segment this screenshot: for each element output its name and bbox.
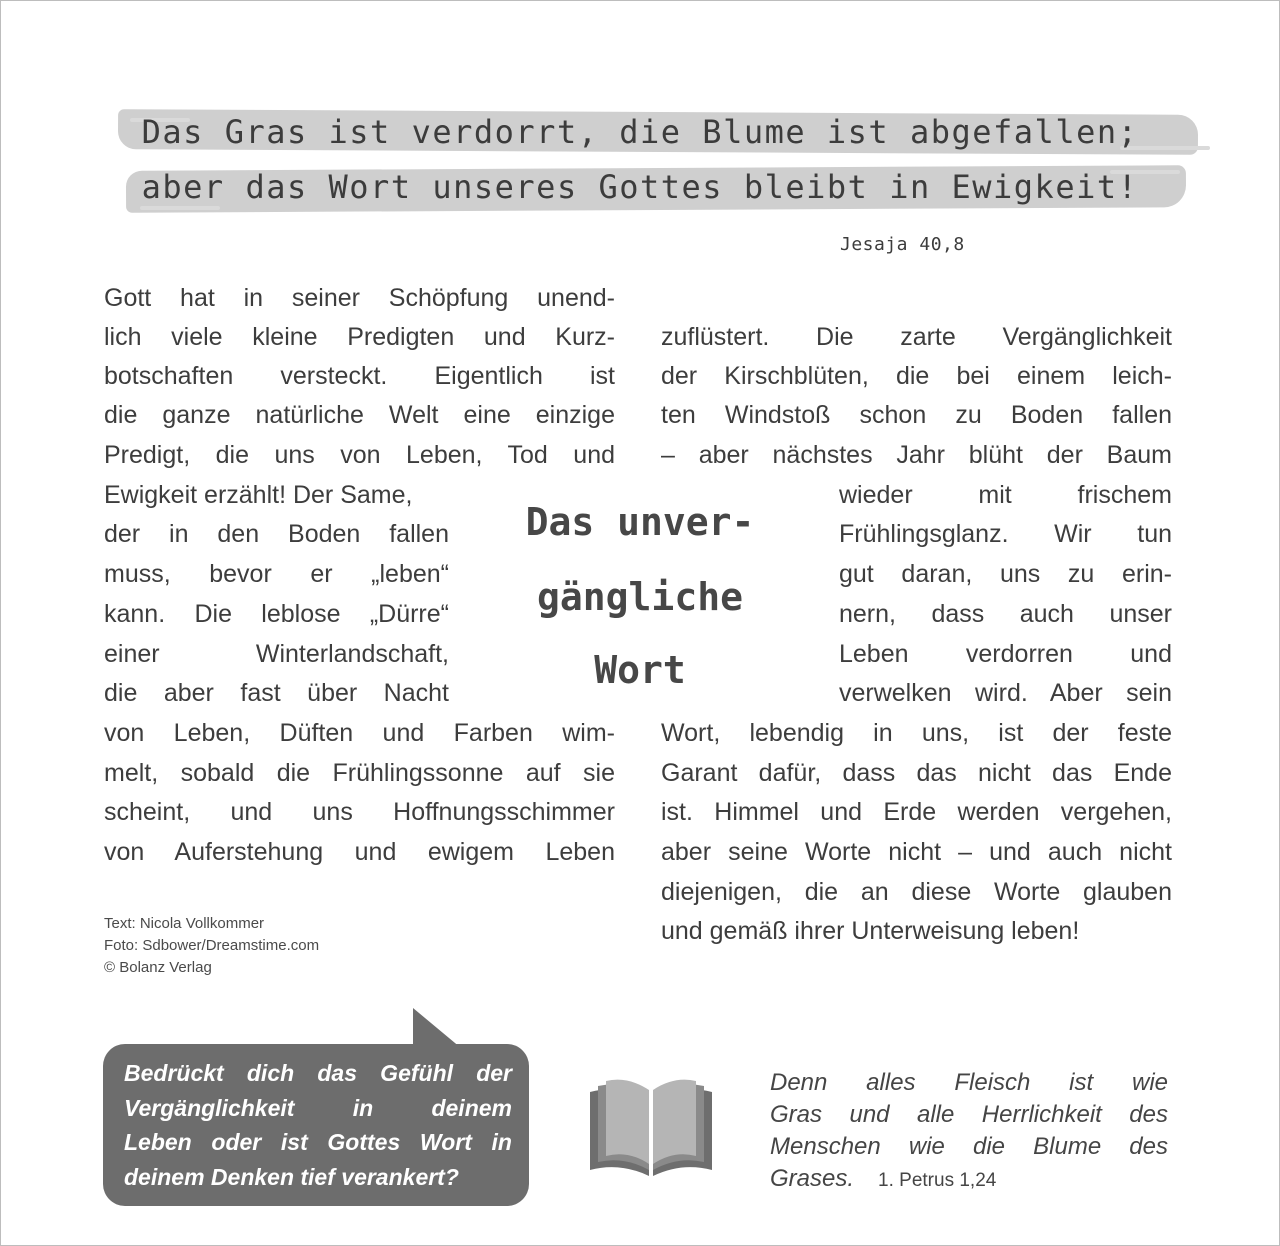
- right-text-line: – aber nächstes Jahr blüht der Baum: [661, 441, 1172, 469]
- question-line: Vergänglichkeit in deinem: [124, 1095, 512, 1121]
- quote-line: Denn alles Fleisch ist wie: [770, 1069, 1168, 1096]
- left-text-line: lich viele kleine Predigten und Kurz-: [104, 323, 615, 351]
- right-text-line: wieder mit frischem: [839, 481, 1172, 509]
- verse-reference: Jesaja 40,8: [840, 234, 965, 255]
- left-text-line: einer Winterlandschaft,: [104, 640, 449, 668]
- title-line-3: Wort: [594, 648, 686, 692]
- right-text-line: nern, dass auch unser: [839, 600, 1172, 628]
- left-text-line: Predigt, die uns von Leben, Tod und: [104, 441, 615, 469]
- right-text-line: ist. Himmel und Erde werden vergehen,: [661, 798, 1172, 826]
- verse-line-1: Das Gras ist verdorrt, die Blume ist abgefallen;: [141, 113, 1139, 151]
- left-text-line: Gott hat in seiner Schöpfung unend-: [104, 284, 615, 312]
- speech-bubble-tail: [413, 1008, 461, 1048]
- right-text-line: Leben verdorren und: [839, 640, 1172, 668]
- quote-line: Gras und alle Herrlichkeit des: [770, 1101, 1168, 1128]
- quote-line: Menschen wie die Blume des: [770, 1133, 1168, 1160]
- left-text-line: von Leben, Düften und Farben wim-: [104, 719, 615, 747]
- left-text-line: muss, bevor er „leben“: [104, 560, 449, 588]
- right-text-line: ten Windstoß schon zu Boden fallen: [661, 401, 1172, 429]
- right-text-line: aber seine Worte nicht – und auch nicht: [661, 838, 1172, 866]
- right-text-line: diejenigen, die an diese Worte glauben: [661, 878, 1172, 906]
- brush-streak: [140, 206, 220, 210]
- quote-last-line: Grases.: [770, 1165, 855, 1192]
- question-line: Bedrückt dich das Gefühl der: [124, 1060, 512, 1086]
- credit-text: Text: Nicola Vollkommer: [104, 915, 265, 932]
- left-text-line: Ewigkeit erzählt! Der Same,: [104, 481, 413, 509]
- title-line-2: gängliche: [537, 575, 743, 619]
- credit-copyright: © Bolanz Verlag: [104, 959, 212, 976]
- right-text-line: der Kirschblüten, die bei einem leich-: [661, 362, 1172, 390]
- left-text-line: melt, sobald die Frühlingssonne auf sie: [104, 759, 615, 787]
- credits: [104, 913, 319, 979]
- right-text-line: Garant dafür, dass das nicht das Ende: [661, 759, 1172, 787]
- left-text-line: die aber fast über Nacht: [104, 679, 449, 707]
- credit-photo: Foto: Sdbower/Dreamstime.com: [104, 937, 320, 954]
- left-text-line: botschaften versteckt. Eigentlich ist: [104, 362, 615, 390]
- left-text-line: von Auferstehung und ewigem Leben: [104, 838, 615, 866]
- left-text-line: scheint, und uns Hoffnungsschimmer: [104, 798, 615, 826]
- question-line: Leben oder ist Gottes Wort in: [124, 1129, 512, 1155]
- left-text-line: kann. Die leblose „Dürre“: [104, 600, 449, 628]
- right-text-line: Frühlingsglanz. Wir tun: [839, 520, 1172, 548]
- title-line-1: Das unver-: [525, 500, 755, 544]
- quote-reference: 1. Petrus 1,24: [878, 1170, 997, 1191]
- right-text-line: und gemäß ihrer Unterweisung leben!: [661, 917, 1080, 945]
- question-line: deinem Denken tief verankert?: [124, 1164, 459, 1190]
- open-book-icon: [586, 1078, 716, 1187]
- right-text-line: gut daran, uns zu erin-: [839, 560, 1172, 588]
- left-text-line: der in den Boden fallen: [104, 520, 449, 548]
- verse-line-2: aber das Wort unseres Gottes bleibt in Ewigkeit!: [141, 168, 1139, 206]
- right-text-line: zuflüstert. Die zarte Vergänglichkeit: [661, 323, 1172, 351]
- quote-line: [770, 1163, 1168, 1197]
- left-text-line: die ganze natürliche Welt eine einzige: [104, 401, 615, 429]
- right-text-line: Wort, lebendig in uns, ist der feste: [661, 719, 1172, 747]
- right-text-line: verwelken wird. Aber sein: [839, 679, 1172, 707]
